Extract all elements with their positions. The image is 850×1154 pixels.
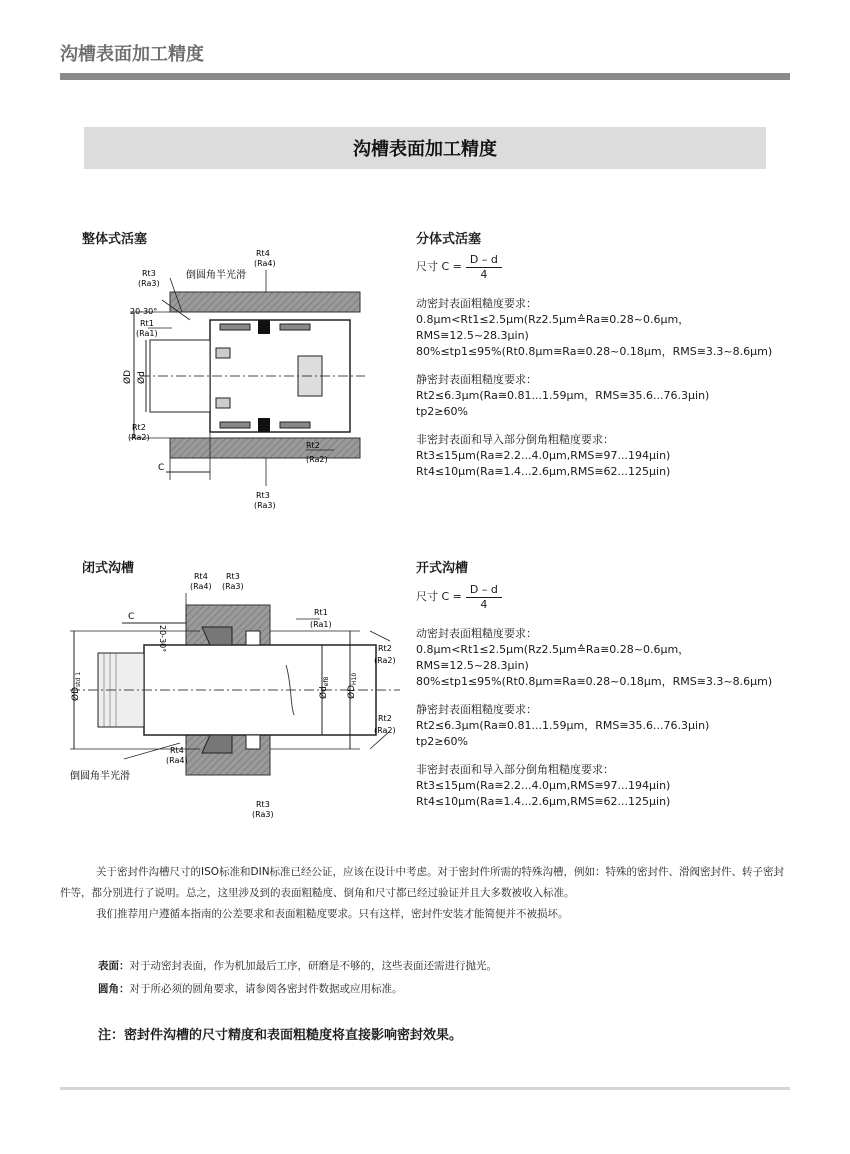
ra4-label-a: (Ra4) <box>254 259 276 268</box>
page-header-title: 沟槽表面加工精度 <box>60 44 204 65</box>
piston-boss-bottom <box>216 398 230 408</box>
formula-numerator: D – d <box>466 583 502 598</box>
rt4-label: Rt4 <box>194 572 208 581</box>
footer-rule <box>60 1087 790 1090</box>
angle-label: 20-30° <box>130 307 158 316</box>
ra3-label-b: (Ra3) <box>254 501 276 510</box>
guide-ring-bottom-left <box>220 422 250 428</box>
dynamic-title: 动密封表面粗糙度要求： <box>416 627 537 640</box>
formula-denominator: 4 <box>480 597 488 611</box>
section-title-split-piston: 分体式活塞 <box>416 232 482 247</box>
rt3-label-a: Rt3 <box>142 269 156 278</box>
ra2-label-a: (Ra2) <box>374 656 396 665</box>
static-line-1: Rt2≤6.3μm(Ra≅0.81...1.59μm，RMS≅35.6...76.3μin) <box>416 389 710 402</box>
note-surface <box>98 956 497 976</box>
dia-d-label: Ød <box>137 371 147 384</box>
paragraph-2: 我们推荐用户遵循本指南的公差要求和表面粗糙度要求。只有这样，密封件安装才能简便并不被损坏。 <box>96 908 569 920</box>
integral-piston-diagram <box>70 240 370 515</box>
guide-ring-bottom-right <box>280 422 310 428</box>
rt3-label-a: Rt3 <box>226 572 240 581</box>
note-surface-text: 对于动密封表面，作为机加最后工序，研磨是不够的，这些表面还需进行抛光。 <box>129 960 497 972</box>
formula-fraction <box>466 253 502 282</box>
static-title: 静密封表面粗糙度要求： <box>416 703 537 716</box>
dynamic-line-2: 80%≤tp1≤95%(Rt0.8μm≅Ra≅0.28~0.18μm，RMS≅3.3~8.6μm) <box>416 345 773 358</box>
section-title-integral-piston: 整体式活塞 <box>82 232 148 247</box>
static-line-2: tp2≥60% <box>416 735 468 748</box>
dia-D-label: ØD <box>123 369 133 384</box>
dia-d-rod-label: $Ød_{ef8}$ <box>319 676 330 699</box>
nonseal-line-1: Rt3≤15μm(Ra≅2.2...4.0μm,RMS≅97...194μin) <box>416 779 671 792</box>
cylinder-wall-top <box>170 292 360 312</box>
spec-block-split-piston <box>416 250 796 480</box>
formula-prefix: 尺寸 C = <box>416 590 462 603</box>
nonseal-title: 非密封表面和导入部分倒角粗糙度要求： <box>416 433 614 446</box>
ra3-label-b: (Ra3) <box>252 810 274 819</box>
rt4-label-b: Rt4 <box>170 746 184 755</box>
c-label: C <box>158 463 165 473</box>
rt4-label-a: Rt4 <box>256 249 270 258</box>
static-title: 静密封表面粗糙度要求： <box>416 373 537 386</box>
ra2-label-b: (Ra2) <box>306 455 328 464</box>
rt1-label-a: Rt1 <box>140 319 154 328</box>
dynamic-title: 动密封表面粗糙度要求： <box>416 297 537 310</box>
dynamic-line-2: 80%≤tp1≤95%(Rt0.8μm≅Ra≅0.28~0.18μm，RMS≅3.3~8.6μm) <box>416 675 773 688</box>
final-note: 注：密封件沟槽的尺寸精度和表面粗糙度将直接影响密封效果。 <box>98 1028 463 1043</box>
piston-boss-top <box>216 348 230 358</box>
nonseal-line-2: Rt4≤10μm(Ra≅1.4...2.6μm,RMS≅62...125μin) <box>416 795 671 808</box>
size-formula <box>416 250 796 284</box>
ra4-label-b: (Ra4) <box>166 756 188 765</box>
seal-top <box>258 320 270 334</box>
banner-title: 沟槽表面加工精度 <box>353 139 497 160</box>
cylinder-wall-bottom <box>170 438 360 458</box>
rt2-label-b: Rt2 <box>378 714 392 723</box>
section-banner <box>84 127 766 169</box>
ra2-label-b: (Ra2) <box>374 726 396 735</box>
dynamic-line-1: 0.8μm<Rt1≤2.5μm(Rz2.5μm≙Ra≅0.28~0.6μm，RMS≅12.5~28.3μin) <box>416 643 690 672</box>
note-corner-text: 对于所必须的圆角要求，请参阅各密封件数据或应用标准。 <box>129 983 403 995</box>
nonseal-title: 非密封表面和导入部分倒角粗糙度要求： <box>416 763 614 776</box>
formula-fraction <box>466 583 502 612</box>
static-line-1: Rt2≤6.3μm(Ra≅0.81...1.59μm，RMS≅35.6...76.3μin) <box>416 719 710 732</box>
rt2-label-a: Rt2 <box>378 644 392 653</box>
nonseal-line-1: Rt3≤15μm(Ra≅2.2...4.0μm,RMS≅97...194μin) <box>416 449 671 462</box>
angle-label: 20-30° <box>158 625 167 653</box>
formula-denominator: 4 <box>480 267 488 281</box>
paragraph-1: 关于密封件沟槽尺寸的ISO标准和DIN标准已经公证，应该在设计中考虑。对于密封件所需的特殊沟槽，例如：特殊的密封件、滑阀密封件、转子密封件等，都分别进行了说明。总之，这里涉及到的表面粗糙度、倒角和尺寸都已经过验证并且大多数被收入标准。 <box>60 866 785 899</box>
rt2-label-b: Rt2 <box>306 441 320 450</box>
section-title-closed-groove: 闭式沟槽 <box>82 561 135 576</box>
groove-top <box>246 631 260 645</box>
dia-D-std-label: $ØD_{std 1}$ <box>71 671 82 701</box>
guide-ring-top-right <box>280 324 310 330</box>
ra1-label-a: (Ra1) <box>136 329 158 338</box>
note-surface-label: 表面： <box>98 960 130 972</box>
formula-numerator: D – d <box>466 253 502 268</box>
ra2-label-a: (Ra2) <box>128 433 150 442</box>
static-line-2: tp2≥60% <box>416 405 468 418</box>
rt3-label-b: Rt3 <box>256 491 270 500</box>
note-corner-label: 圆角： <box>98 983 130 995</box>
ra3-label-a: (Ra3) <box>138 279 160 288</box>
formula-prefix: 尺寸 C = <box>416 260 462 273</box>
intro-paragraph <box>60 862 790 925</box>
rt3-label-b: Rt3 <box>256 800 270 809</box>
round-polish-label: 倒圆角半光滑 <box>186 270 246 281</box>
ra3-label-a: (Ra3) <box>222 582 244 591</box>
seal-bottom <box>258 418 270 432</box>
note-corner <box>98 979 403 999</box>
guide-ring-top-left <box>220 324 250 330</box>
c-label: C <box>128 612 135 622</box>
spec-block-open-groove <box>416 580 796 810</box>
ra4-label: (Ra4) <box>190 582 212 591</box>
dia-D-H10-label: $ØD_{H10}$ <box>347 672 358 699</box>
round-polish-label: 倒圆角半光滑 <box>70 771 130 782</box>
size-formula <box>416 580 796 614</box>
header-rule <box>60 73 790 80</box>
dynamic-line-1: 0.8μm<Rt1≤2.5μm(Rz2.5μm≙Ra≅0.28~0.6μm，RMS≅12.5~28.3μin) <box>416 313 690 342</box>
nonseal-line-2: Rt4≤10μm(Ra≅1.4...2.6μm,RMS≅62...125μin) <box>416 465 671 478</box>
ra1-label: (Ra1) <box>310 620 332 629</box>
section-title-open-groove: 开式沟槽 <box>416 561 469 576</box>
closed-groove-diagram <box>60 565 410 835</box>
rt1-label: Rt1 <box>314 608 328 617</box>
groove-bottom <box>246 735 260 749</box>
rt2-label-a: Rt2 <box>132 423 146 432</box>
